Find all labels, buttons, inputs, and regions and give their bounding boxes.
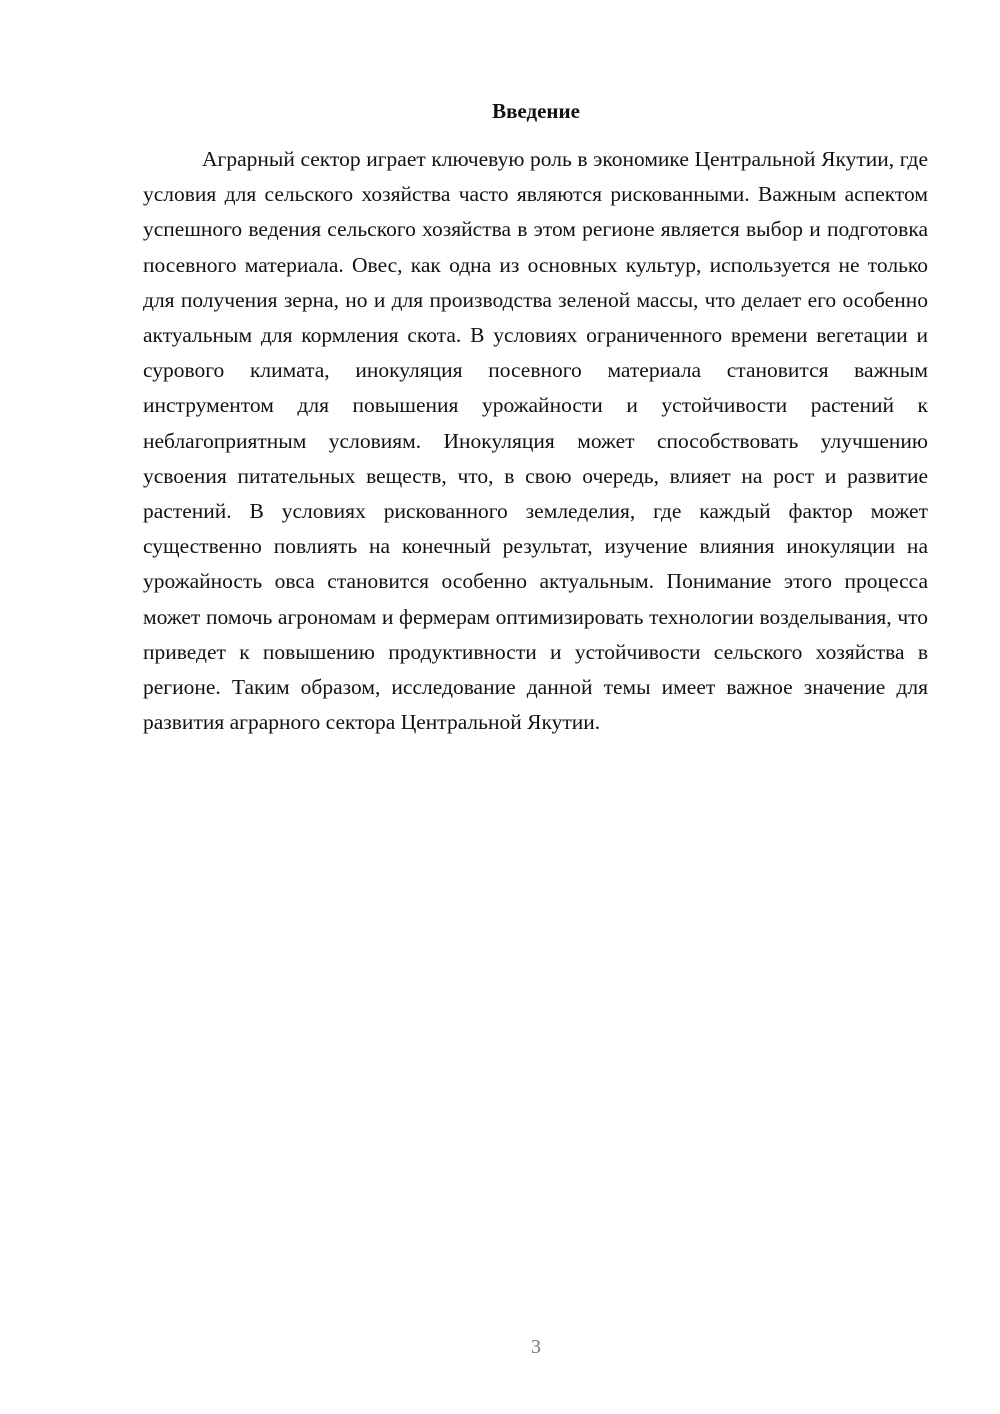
section-heading: Введение	[492, 99, 580, 123]
body-paragraph: Аграрный сектор играет ключевую роль в экономике Центральной Якутии, где условия для сельского хозяйства часто являются рискованными. Важным аспектом успешного ведения сельского хозяйства в этом регионе является выбор и подготовка посевного материала. Овес, как одна из основных культур, используется не только для получения зерна, но и для производства зеленой массы, что делает его особенно актуальным для кормления скота. В условиях ограниченного времени вегетации и сурового климата, инокуляция посевного материала становится важным инструментом для повышения урожайности и устойчивости растений к неблагоприятным условиям. Инокуляция может способствовать улучшению усвоения питательных веществ, что, в свою очередь, влияет на рост и развитие растений. В условиях рискованного земледелия, где каждый фактор может существенно повлиять на конечный результат, изучение влияния инокуляции на урожайность овса становится особенно актуальным. Понимание этого процесса может помочь агрономам и фермерам оптимизировать технологии возделывания, что приведет к повышению продуктивности и устойчивости сельского хозяйства в регионе. Таким образом, исследование данной темы имеет важное значение для развития аграрного сектора Центральной Якутии.	[143, 147, 928, 735]
page-number: 3	[531, 1336, 541, 1358]
